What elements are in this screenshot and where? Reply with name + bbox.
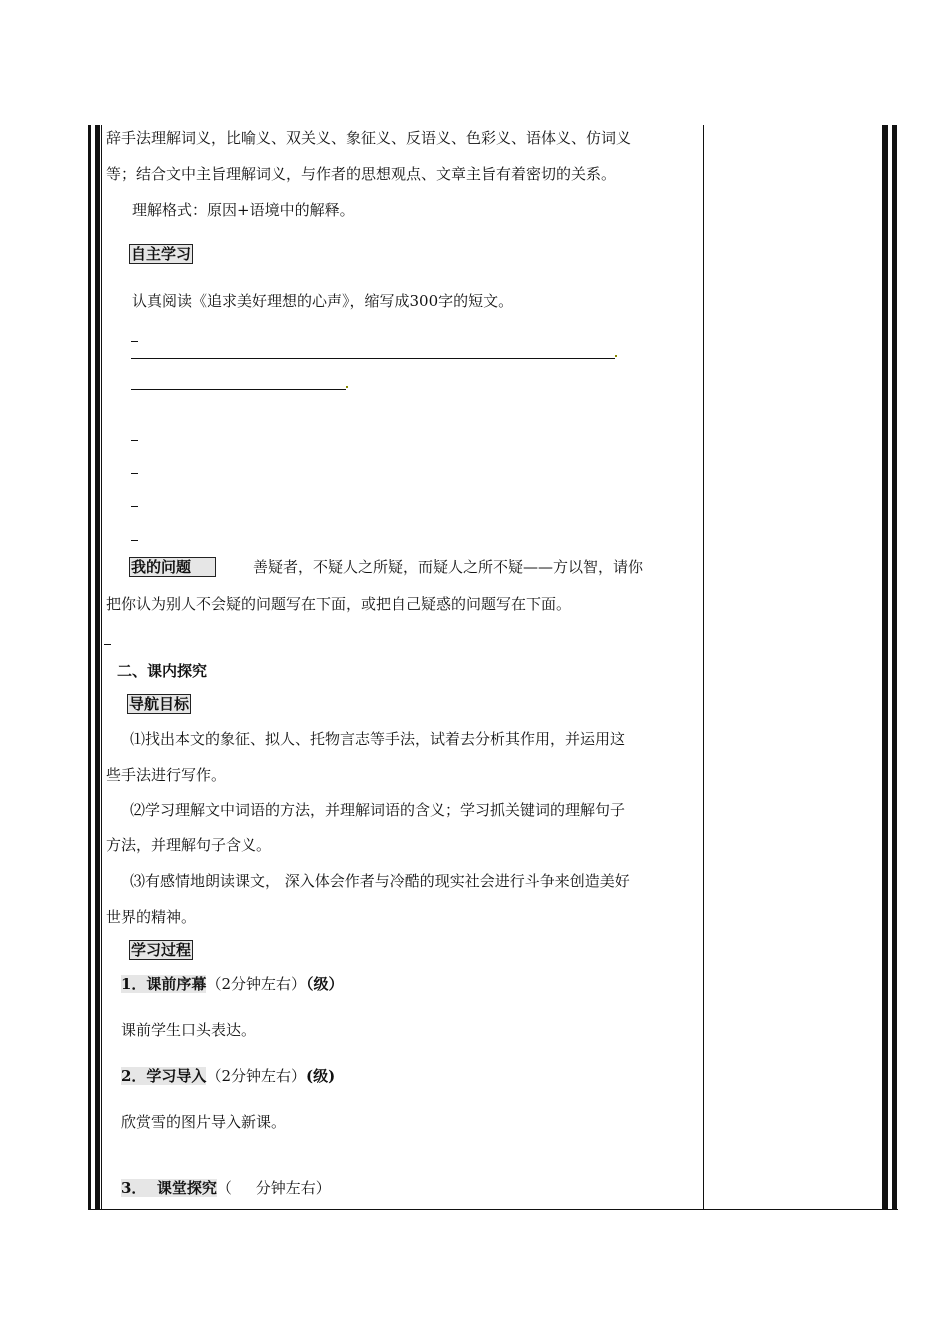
table-border-right-outer: [892, 125, 897, 1210]
my-question-label: 我的问题: [129, 557, 216, 577]
step-heading: [121, 974, 344, 994]
table-border-left-line: [101, 125, 102, 1210]
answer-line: [131, 358, 615, 359]
table-border-left-outer: [88, 125, 91, 1210]
step-title: 2．学习导入: [121, 1067, 207, 1085]
my-question-heading: [129, 557, 216, 577]
step-time: （2分钟左右）: [206, 1067, 306, 1085]
step-level: （级）: [306, 975, 344, 993]
goal-line: 些手法进行写作。: [106, 766, 227, 784]
table-border-bottom: [88, 1209, 898, 1210]
table-border-left-inner: [95, 125, 100, 1210]
my-question-text: 把你认为别人不会疑的问题写在下面，或把自己疑惑的问题写在下面。: [106, 595, 572, 613]
goal-line: 世界的精神。: [106, 908, 197, 926]
goal-line: 方法，并理解句子含义。: [106, 836, 272, 854]
answer-line: [131, 389, 346, 390]
process-heading: [129, 940, 193, 960]
step-heading: [121, 1178, 331, 1198]
answer-line-marker: [131, 540, 138, 541]
step-time: （2分钟左右）: [206, 975, 306, 993]
step-title: 1．课前序幕: [121, 975, 207, 993]
step-heading: [121, 1066, 335, 1086]
nav-goal-label: 导航目标: [129, 695, 190, 713]
step-text: 课前学生口头表达。: [121, 1021, 257, 1039]
format-line: 理解格式：原因+语境中的解释。: [132, 201, 355, 219]
self-study-label: 自主学习: [131, 245, 192, 263]
line-end-mark: [346, 386, 348, 388]
nav-goal-heading: [127, 694, 191, 714]
paragraph-line: 等；结合文中主旨理解词义，与作者的思想观点、文章主旨有着密切的关系。: [106, 165, 617, 183]
goal-line: ⑶有感情地朗读课文， 深入体会作者与冷酷的现实社会进行斗争来创造美好: [130, 872, 630, 890]
my-question-text: 善疑者，不疑人之所疑，而疑人之所不疑——方以智，请你: [253, 558, 644, 576]
table-column-divider: [703, 125, 704, 1210]
table-border-right-inner: [882, 125, 888, 1210]
answer-line-marker: [131, 341, 138, 342]
step-text: 欣赏雪的图片导入新课。: [121, 1113, 287, 1131]
line-end-mark: [615, 355, 617, 357]
step-title: 3． 课堂探究: [121, 1179, 217, 1197]
process-label: 学习过程: [131, 941, 192, 959]
answer-line-marker: [131, 473, 138, 474]
self-study-task: 认真阅读《追求美好理想的心声》，缩写成300字的短文。: [132, 292, 514, 310]
step-time: （ 分钟左右）: [216, 1179, 331, 1197]
paragraph-line: 辞手法理解词义，比喻义、双关义、象征义、反语义、色彩义、语体义、仿词义: [106, 129, 632, 147]
section-title: 二、课内探究: [117, 662, 208, 680]
answer-line-marker: [131, 506, 138, 507]
goal-line: ⑴找出本文的象征、拟人、托物言志等手法，试着去分析其作用，并运用这: [130, 730, 626, 748]
answer-line-marker: [104, 644, 111, 645]
self-study-heading: [129, 244, 193, 264]
step-level: (级): [306, 1067, 336, 1085]
goal-line: ⑵学习理解文中词语的方法，并理解词语的含义；学习抓关键词的理解句子: [130, 801, 626, 819]
answer-line-marker: [131, 440, 138, 441]
